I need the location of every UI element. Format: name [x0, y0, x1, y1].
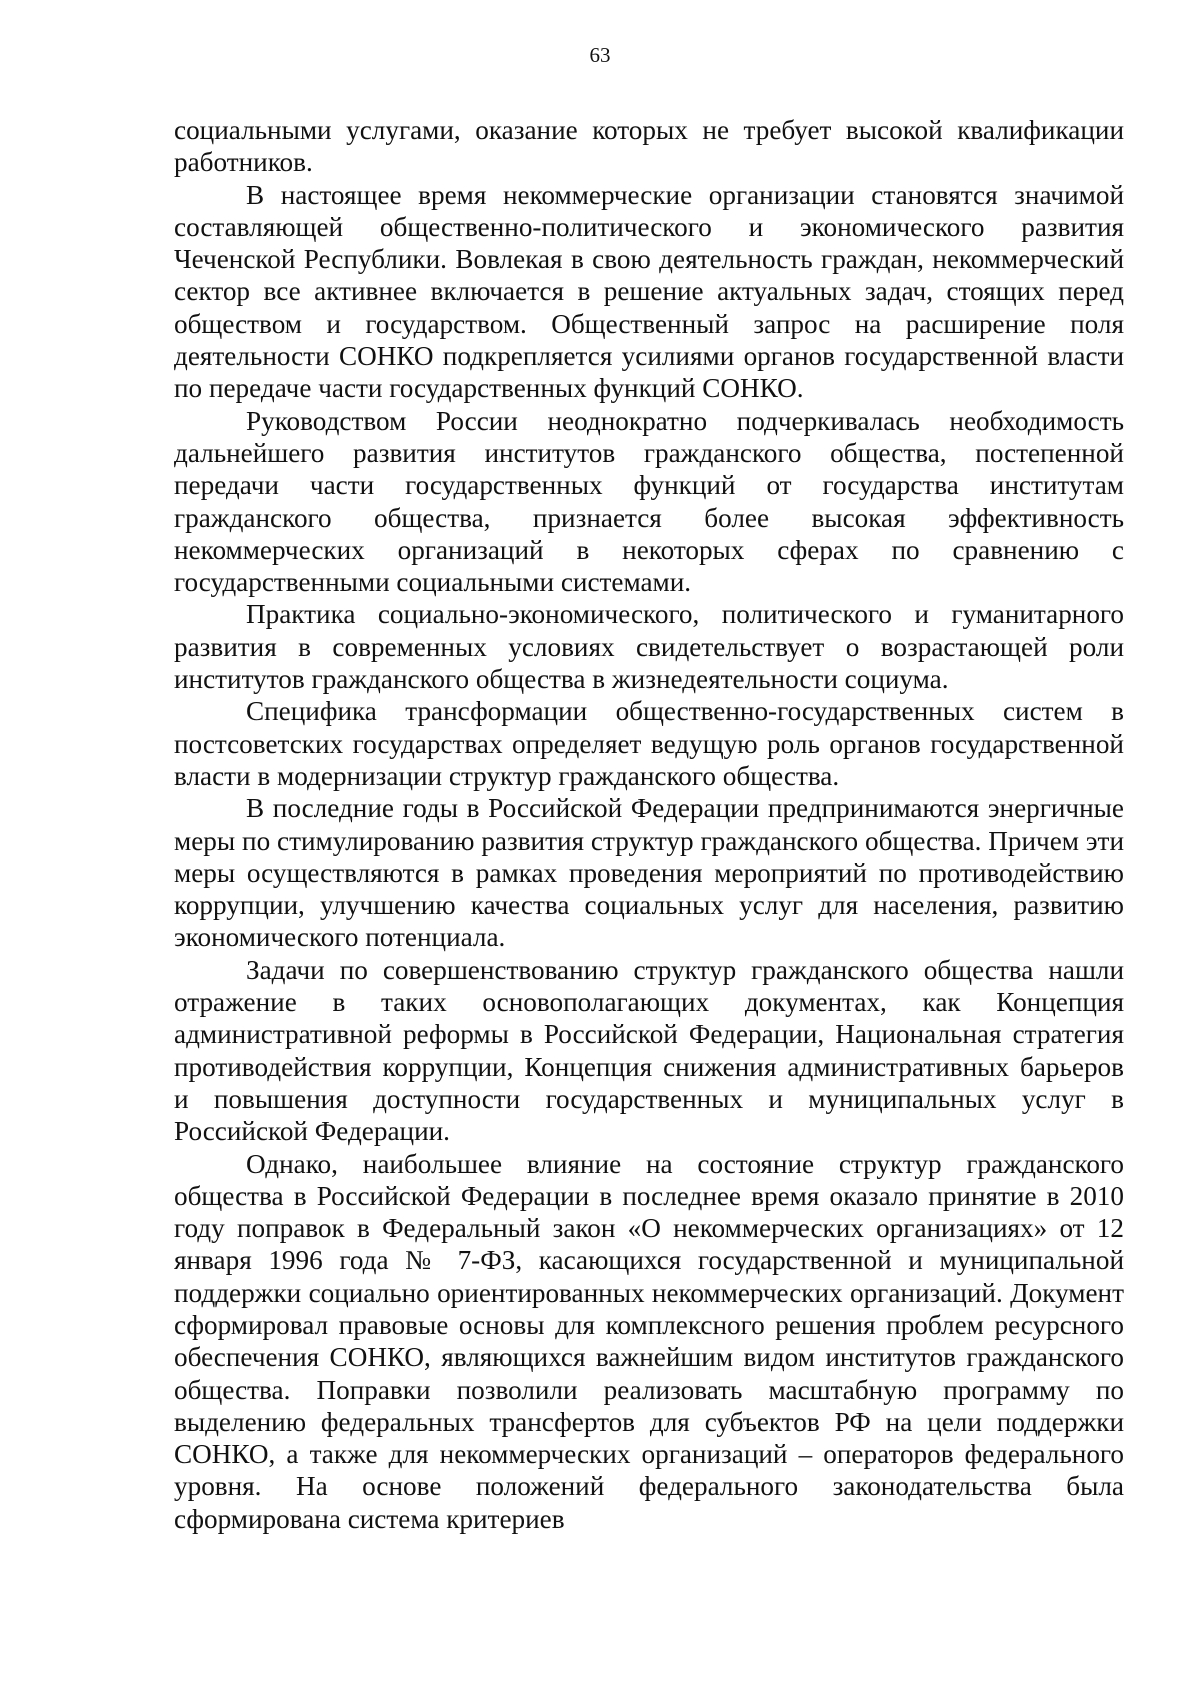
paragraph-tasks: Задачи по совершенствованию структур гражданского общества нашли отражение в таких основополагающих документах, как Концепция административной реформы в Российской Федерации, Национальная стратегия противодействия коррупции, Концепция снижения административных барьеров и повышения доступности государственных и муниципальных услуг в Российской Федерации.: [174, 954, 1124, 1147]
page-number: 63: [589, 43, 611, 67]
paragraph-practice: Практика социально-экономического, политического и гуманитарного развития в современных условиях свидетельствует о возрастающей роли институтов гражданского общества в жизнедеятельности социума.: [174, 599, 1124, 695]
paragraph-continuation: социальными услугами, оказание которых не требует высокой квалификации работников.: [174, 115, 1124, 178]
paragraph-recent-years: В последние годы в Российской Федерации предпринимаются энергичные меры по стимулированию развития структур гражданского общества. Причем эти меры осуществляются в рамках проведения мероприятий по противодействию коррупции, улучшению качества социальных услуг для населения, развитию экономического потенциала.: [174, 793, 1124, 953]
paragraph-nko-significance: В настоящее время некоммерческие организации становятся значимой составляющей общественно-политического и экономического развития Чеченской Республики. Вовлекая в свою деятельность граждан, некоммерческий сектор все активнее включается в решение актуальных задач, стоящих перед обществом и государством. Общественный запрос на расширение поля деятельности СОНКО подкрепляется усилиями органов государственной власти по передаче части государственных функций СОНКО.: [174, 179, 1124, 404]
body-text: [174, 114, 1124, 1535]
paragraph-russia-leadership: Руководством России неоднократно подчеркивалась необходимость дальнейшего развития институтов гражданского общества, постепенной передачи части государственных функций от государства институтам гражданского общества, признается более высокая эффективность некоммерческих организаций в некоторых сферах по сравнению с государственными социальными системами.: [174, 405, 1124, 598]
paragraph-post-soviet: Специфика трансформации общественно-государственных систем в постсоветских государствах определяет ведущую роль органов государственной власти в модернизации структур гражданского общества.: [174, 696, 1124, 791]
paragraph-law-amendments: Однако, наибольшее влияние на состояние структур гражданского общества в Российской Федерации в последнее время оказало принятие в 2010 году поправок в Федеральный закон «О некоммерческих организациях» от 12 января 1996 года № 7-ФЗ, касающихся государственной и муниципальной поддержки социально ориентированных некоммерческих организаций. Документ сформировал правовые основы для комплексного решения проблем ресурсного обеспечения СОНКО, являющихся важнейшим видом институтов гражданского общества. Поправки позволили реализовать масштабную программу по выделению федеральных трансфертов для субъектов РФ на цели поддержки СОНКО, а также для некоммерческих организаций – операторов федерального уровня. На основе положений федерального законодательства была сформирована система критериев: [174, 1148, 1124, 1534]
